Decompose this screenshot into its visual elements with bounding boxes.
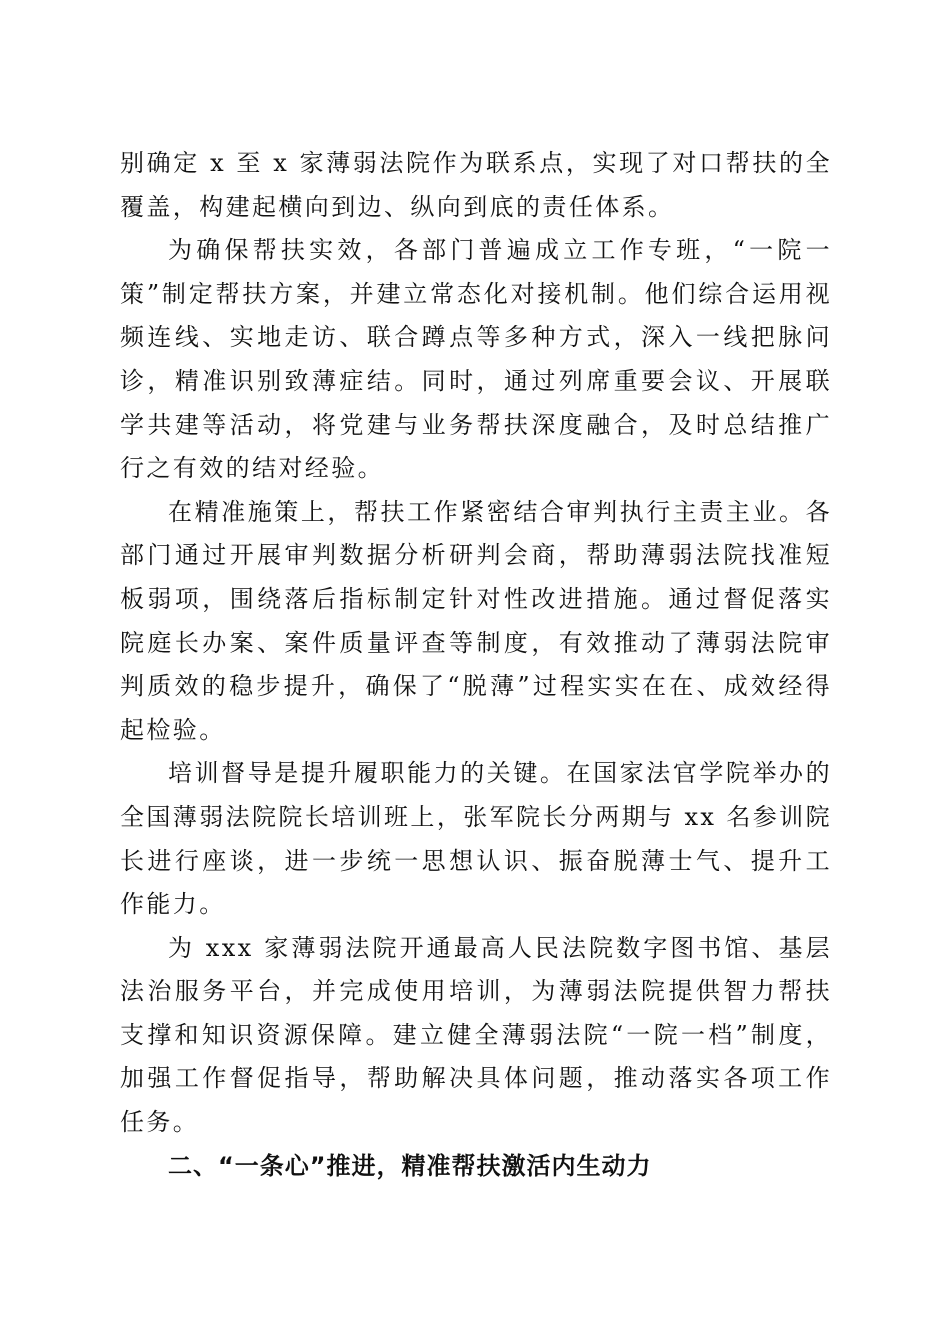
paragraph-precise-measures: 在精准施策上，帮扶工作紧密结合审判执行主责主业。各部门通过开展审判数据分析研判会商，帮助薄弱法院找准短板弱项，围绕落后指标制定针对性改进措施。通过督促落实院庭长办案、案件质量评查等制度，有效推动了薄弱法院审判质效的稳步提升，确保了“脱薄”过程实实在在、成效经得起检验。 [120,497,832,744]
paragraph-digital-library: 为 xxx 家薄弱法院开通最高人民法院数字图书馆、基层法治服务平台，并完成使用培训，为薄弱法院提供智力帮扶支撑和知识资源保障。建立健全薄弱法院“一院一档”制度，加强工作督促指导，帮助解决具体问题，推动落实各项工作任务。 [120,933,832,1137]
document-body [120,142,832,1188]
section-heading: 二、“一条心”推进，精准帮扶激活内生动力 [168,1151,652,1180]
paragraph-training-supervision: 培训督导是提升履职能力的关键。在国家法官学院举办的全国薄弱法院院长培训班上，张军院长分两期与 xx 名参训院长进行座谈，进一步统一思想认识、振奋脱薄士气、提升工作能力。 [120,759,832,919]
paragraph-assistance-effectiveness: 为确保帮扶实效，各部门普遍成立工作专班，“一院一策”制定帮扶方案，并建立常态化对接机制。他们综合运用视频连线、实地走访、联合蹲点等多种方式，深入一线把脉问诊，精准识别致薄症结。同时，通过列席重要会议、开展联学共建等活动，将党建与业务帮扶深度融合，及时总结推广行之有效的结对经验。 [120,236,832,483]
paragraph-continued: 别确定 x 至 x 家薄弱法院作为联系点，实现了对口帮扶的全覆盖，构建起横向到边、纵向到底的责任体系。 [120,149,832,221]
